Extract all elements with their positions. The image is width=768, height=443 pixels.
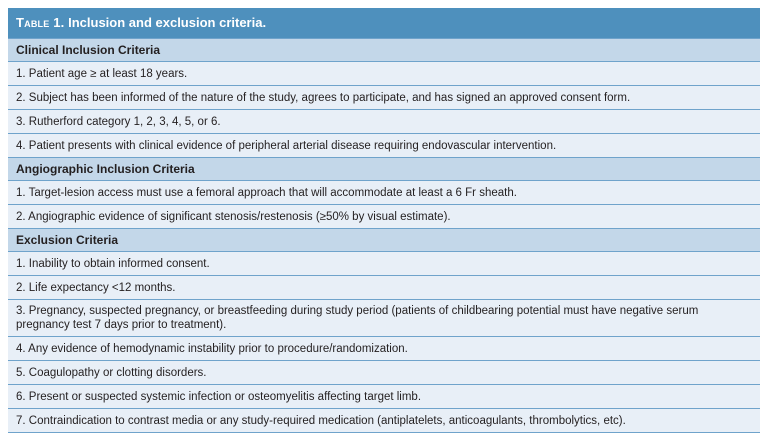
table-title-label: Table 1. bbox=[16, 15, 65, 30]
table-row: 3. Rutherford category 1, 2, 3, 4, 5, or 6. bbox=[8, 109, 760, 133]
table-row: 7. Contraindication to contrast media or any study-required medication (antiplatelets, anticoagulants, thrombolytics, etc). bbox=[8, 408, 760, 432]
table-bottom-rule bbox=[8, 432, 760, 433]
table-row: 1. Patient age ≥ at least 18 years. bbox=[8, 61, 760, 85]
table-row: 3. Pregnancy, suspected pregnancy, or breastfeeding during study period (patients of childbearing potential must have negative serum pregnancy test 7 days prior to treatment). bbox=[8, 299, 760, 336]
table-row: 2. Life expectancy <12 months. bbox=[8, 275, 760, 299]
section-header-exclusion: Exclusion Criteria bbox=[8, 228, 760, 251]
table-row: 2. Angiographic evidence of significant stenosis/restenosis (≥50% by visual estimate). bbox=[8, 204, 760, 228]
criteria-table bbox=[8, 8, 760, 433]
table-row: 6. Present or suspected systemic infection or osteomyelitis affecting target limb. bbox=[8, 384, 760, 408]
table-row: 1. Inability to obtain informed consent. bbox=[8, 251, 760, 275]
table-title bbox=[8, 8, 760, 38]
table-row: 5. Coagulopathy or clotting disorders. bbox=[8, 360, 760, 384]
section-header-angiographic-inclusion: Angiographic Inclusion Criteria bbox=[8, 157, 760, 180]
section-header-clinical-inclusion: Clinical Inclusion Criteria bbox=[8, 38, 760, 61]
table-row: 4. Patient presents with clinical evidence of peripheral arterial disease requiring endovascular intervention. bbox=[8, 133, 760, 157]
table-title-text: Inclusion and exclusion criteria. bbox=[64, 15, 267, 30]
table-row: 2. Subject has been informed of the nature of the study, agrees to participate, and has signed an approved consent form. bbox=[8, 85, 760, 109]
table-row: 1. Target-lesion access must use a femoral approach that will accommodate at least a 6 Fr sheath. bbox=[8, 180, 760, 204]
table-row: 4. Any evidence of hemodynamic instability prior to procedure/randomization. bbox=[8, 336, 760, 360]
